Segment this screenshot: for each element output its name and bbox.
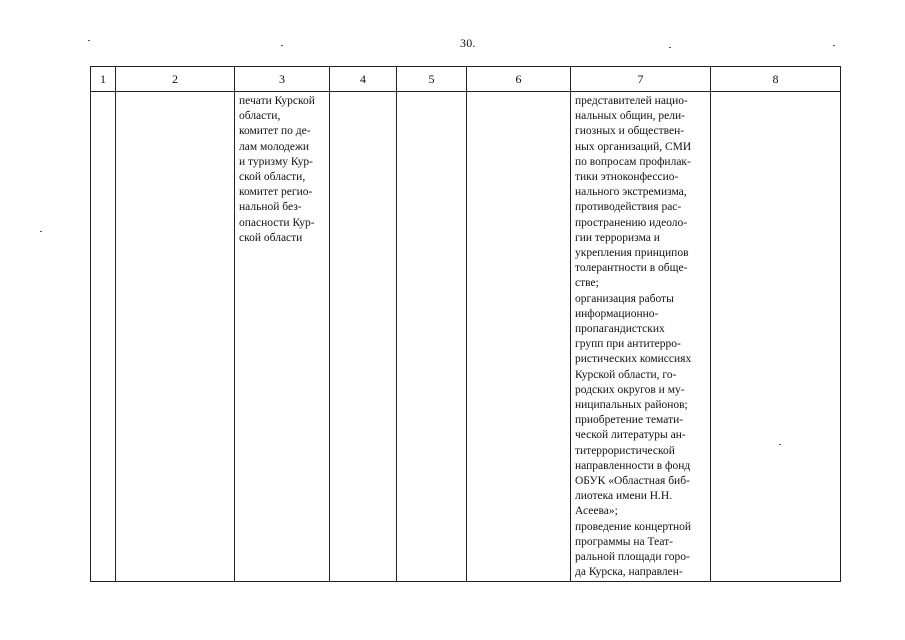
cell-text xyxy=(467,92,570,94)
cell-text xyxy=(397,92,466,94)
header-row xyxy=(91,67,841,92)
table-row xyxy=(91,92,841,582)
column-header-8: 8 xyxy=(711,67,841,92)
cell-col-7-activities xyxy=(571,92,711,582)
cell-col-3-executors xyxy=(235,92,330,582)
cell-col-2 xyxy=(116,92,235,582)
cell-text xyxy=(91,92,115,94)
scan-speck xyxy=(40,231,42,232)
cell-col-1 xyxy=(91,92,116,582)
cell-col-6 xyxy=(467,92,571,582)
cell-col-8 xyxy=(711,92,841,582)
cell-col-4 xyxy=(330,92,397,582)
scan-speck xyxy=(833,45,835,46)
scan-speck xyxy=(281,45,283,46)
cell-text: печати Курской области, комитет по де- лам молодежи и туризму Кур- ской области, комитет регио- нальной без- опасности Кур- ской области xyxy=(239,95,315,244)
column-header-7: 7 xyxy=(571,67,711,92)
scan-speck xyxy=(88,40,90,41)
column-header-6: 6 xyxy=(467,67,571,92)
page-number: 30. xyxy=(460,36,476,50)
cell-text xyxy=(116,92,234,94)
column-header-4: 4 xyxy=(330,67,397,92)
scan-speck xyxy=(669,47,671,48)
column-header-1: 1 xyxy=(91,67,116,92)
column-header-5: 5 xyxy=(397,67,467,92)
column-header-2: 2 xyxy=(116,67,235,92)
cell-col-5 xyxy=(397,92,467,582)
cell-text xyxy=(711,92,840,94)
cell-text: представителей нацио- нальных общин, рели- гиозных и обществен- ных организаций, СМИ по вопросам профилак- тики этноконфессио- нального экстремизма, противодействия рас- пространению идеоло- гии терроризма и укрепления принципов толерантности в обще- стве; организация работы информационно- пропагандистских групп при антитерро- ристических комиссиях Курской области, го- родских округов и му- ниципальных районов; приобретение темати- ческой литературы ан- титеррористической направленности в фонд ОБУК «Областная биб- лиотека имени Н.Н. Асеева»; проведение концертной программы на Теат- ральной площади горо- да Курска, направлен- xyxy=(575,95,692,579)
cell-text xyxy=(330,92,396,94)
column-header-3: 3 xyxy=(235,67,330,92)
document-table xyxy=(90,66,841,582)
